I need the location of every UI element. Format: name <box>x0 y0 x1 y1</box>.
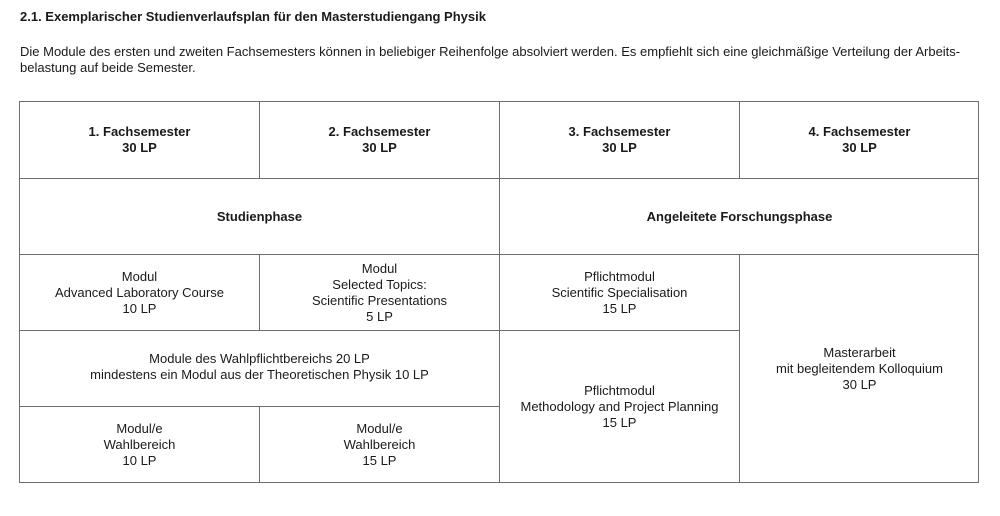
module-type: Modul/e <box>116 421 163 436</box>
module-methodology <box>500 331 739 482</box>
module-wahlpflicht <box>20 331 499 406</box>
phase-label: Angeleitete Forschungsphase <box>646 208 833 224</box>
semester-label: 3. Fachsemester <box>568 124 671 139</box>
module-type: Pflichtmodul <box>584 382 655 398</box>
semester-lp: 30 LP <box>362 140 397 155</box>
semester-lp: 30 LP <box>602 140 637 155</box>
module-type: Modul <box>121 268 158 284</box>
module-title: Wahlbereich <box>103 437 176 452</box>
module-selected-topics <box>260 255 499 330</box>
module-title: Wahlbereich <box>343 437 416 452</box>
module-lp: 10 LP <box>122 453 157 468</box>
study-phase-header <box>20 179 499 254</box>
module-lp: 5 LP <box>366 308 393 324</box>
research-phase-header <box>500 179 979 254</box>
semester-label: 2. Fachsemester <box>328 124 431 139</box>
module-title: Selected Topics: <box>332 276 427 292</box>
module-note: mindestens ein Modul aus der Theoretischen Physik 10 LP <box>90 367 429 382</box>
module-lp: 30 LP <box>842 377 877 392</box>
module-title: Module des Wahlpflichtbereichs 20 LP <box>149 351 370 366</box>
module-advanced-lab <box>20 255 259 330</box>
module-type: Modul <box>361 260 398 276</box>
semester-1-header <box>20 102 259 178</box>
intro-paragraph <box>20 44 990 76</box>
semester-lp: 30 LP <box>122 140 157 155</box>
module-type: Modul/e <box>356 421 403 436</box>
semester-label: 1. Fachsemester <box>88 124 191 139</box>
module-type: Pflichtmodul <box>584 268 655 284</box>
module-type: Masterarbeit <box>823 345 896 360</box>
section-heading: 2.1. Exemplarischer Studienverlaufsplan für den Masterstudiengang Physik <box>20 9 486 24</box>
module-lp: 10 LP <box>122 300 157 316</box>
module-scientific-specialisation <box>500 255 739 330</box>
module-title: Scientific Specialisation <box>551 284 688 300</box>
module-title: mit begleitendem Kolloquium <box>776 361 943 376</box>
phase-label: Studienphase <box>216 208 303 224</box>
module-lp: 15 LP <box>602 300 637 316</box>
module-lp: 15 LP <box>602 414 637 430</box>
intro-line-1: Die Module des ersten und zweiten Fachsemesters können in beliebiger Reihenfolge absolviert werden. Es empfiehlt sich eine gleichmäßige Verteilung der Arbeits- <box>20 44 961 59</box>
semester-4-header <box>740 102 979 178</box>
module-title: Methodology and Project Planning <box>520 398 719 414</box>
semester-3-header <box>500 102 739 178</box>
semester-label: 4. Fachsemester <box>808 124 911 139</box>
module-wahlbereich-15 <box>260 407 499 482</box>
module-title: Advanced Laboratory Course <box>54 284 225 300</box>
semester-2-header <box>260 102 499 178</box>
module-subtitle: Scientific Presentations <box>311 292 448 308</box>
semester-lp: 30 LP <box>842 140 877 155</box>
study-plan-table <box>19 101 979 483</box>
intro-line-2: belastung auf beide Semester. <box>20 60 196 75</box>
module-lp: 15 LP <box>362 453 397 468</box>
module-wahlbereich-10 <box>20 407 259 482</box>
module-masterarbeit <box>740 255 979 482</box>
